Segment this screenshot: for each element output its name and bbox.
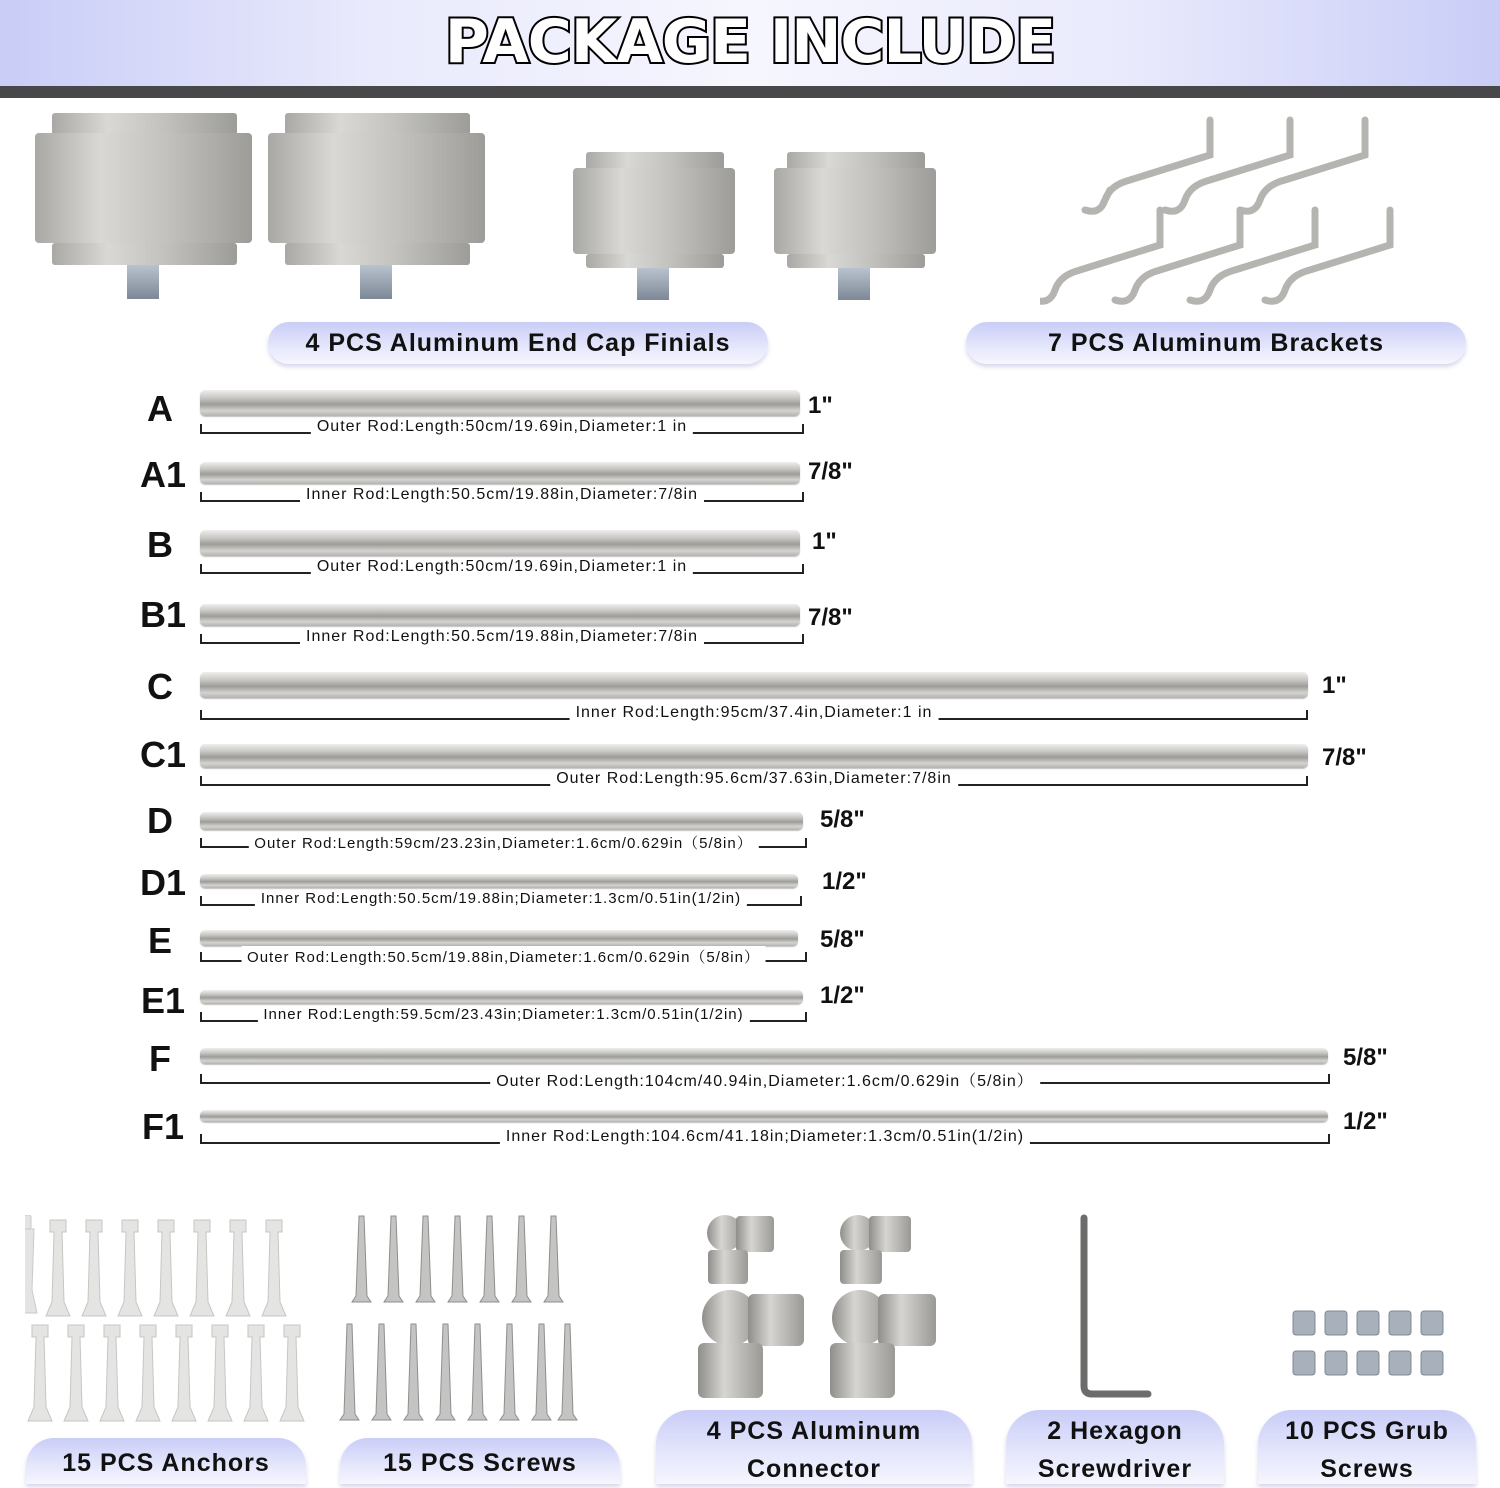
rod-diameter: 5/8" [820,926,865,953]
rod-dimension-line [200,558,804,575]
rod-bar [200,604,800,626]
rod-letter: F1 [141,1106,184,1147]
rod-dimension-line [200,1006,807,1023]
rod-letter: C1 [139,734,187,775]
grub-screws-label-line1: 10 PCS Grub [1285,1417,1449,1445]
rod-dimension-line [200,770,1308,787]
rod-spec: Inner Rod:Length:59.5cm/23.43in;Diameter:1.3cm/0.51in(1/2in) [257,1006,749,1023]
finials-label-text: 4 PCS Aluminum End Cap Finials [305,329,731,357]
rod-letter: D1 [139,862,187,903]
rod-spec: Inner Rod:Length:50.5cm/19.88in,Diameter:7/8in [300,486,704,504]
screwdriver-label-line2: Screwdriver [1037,1455,1193,1483]
rod-letter: A [147,388,173,429]
anchors-image [25,1215,315,1425]
rod-bar [200,812,803,830]
rod-diameter: 1" [808,392,833,419]
rod-spec: Outer Rod:Length:50.5cm/19.88in,Diameter:1.6cm/0.629in（5/8in） [241,946,766,967]
brackets-image [1040,110,1420,310]
screws-image [335,1212,585,1430]
rod-dimension-line [200,890,802,907]
rod-diameter: 1" [812,528,837,555]
rod-dimension-line [200,486,804,503]
rod-letter: C [147,666,173,707]
grub-screws-image [1285,1305,1450,1383]
anchors-label [26,1438,306,1484]
rod-spec: Outer Rod:Length:59cm/23.23in,Diameter:1.6cm/0.629in（5/8in） [248,832,758,853]
rod-bar [200,462,800,484]
rod-bar [200,1110,1328,1122]
rod-dimension-line [200,628,804,645]
rod-bar [200,930,798,946]
rod-diameter: 5/8" [820,806,865,833]
header-divider [0,86,1500,98]
rod-dimension-line [200,1128,1330,1145]
rod-spec: Outer Rod:Length:50cm/19.69in,Diameter:1 in [311,418,693,436]
rod-spec: Inner Rod:Length:104.6cm/41.18in;Diameter:1.3cm/0.51in(1/2in) [500,1128,1030,1146]
rod-diameter: 5/8" [1343,1044,1388,1071]
rod-letter: D [147,800,173,841]
rod-dimension-line [200,1073,1330,1090]
connectors-image [690,1208,950,1403]
rod-bar [200,990,803,1004]
rod-bar [200,672,1308,698]
anchors-label-text: 15 PCS Anchors [62,1449,270,1477]
rod-diameter: 1/2" [820,982,865,1009]
rod-letter: E1 [140,980,186,1021]
screwdriver-label [1006,1410,1224,1484]
screws-label [340,1438,620,1484]
grub-screws-label [1258,1410,1476,1484]
hex-screwdriver-image [1070,1210,1160,1400]
rod-letter: A1 [139,454,187,495]
rod-diameter: 1/2" [1343,1108,1388,1135]
rod-dimension-line [200,704,1308,721]
grub-screws-label-line2: Screws [1320,1455,1414,1483]
screwdriver-label-line1: 2 Hexagon [1047,1417,1183,1445]
rod-diameter: 1/2" [822,868,867,895]
rod-bar [200,390,800,416]
page-title: PACKAGE INCLUDE [444,7,1056,77]
screws-label-text: 15 PCS Screws [383,1449,577,1477]
rod-diameter: 7/8" [808,458,853,485]
rod-letter: B [147,524,173,565]
brackets-label [966,322,1466,364]
rod-diameter: 7/8" [808,604,853,631]
rod-spec: Inner Rod:Length:50.5cm/19.88in,Diameter:7/8in [300,628,704,646]
rod-bar [200,1048,1328,1064]
finials-label [268,322,768,364]
rod-dimension-line [200,835,807,852]
rod-spec: Inner Rod:Length:50.5cm/19.88in;Diameter:1.3cm/0.51in(1/2in) [255,890,747,907]
rod-spec: Inner Rod:Length:95cm/37.4in,Diameter:1 in [570,704,939,722]
header-banner [0,0,1500,86]
rod-dimension-line [200,949,807,966]
rod-bar [200,874,798,888]
connector-label-line1: 4 PCS Aluminum [706,1417,922,1445]
rod-dimension-line [200,418,804,435]
rod-spec: Outer Rod:Length:95.6cm/37.63in,Diameter:7/8in [550,770,958,788]
rod-letter: F [149,1038,171,1079]
rod-diameter: 7/8" [1322,744,1367,771]
rod-spec: Outer Rod:Length:104cm/40.94in,Diameter:1.6cm/0.629in（5/8in） [490,1068,1040,1091]
connector-label [656,1410,972,1484]
connector-label-line2: Connector [747,1455,881,1483]
end-cap-finials-image [30,105,950,305]
rod-letter: E [147,920,172,961]
rod-bar [200,744,1308,768]
rod-letter: B1 [139,594,187,635]
brackets-label-text: 7 PCS Aluminum Brackets [1047,329,1385,357]
rod-diameter: 1" [1322,672,1347,699]
rod-bar [200,530,800,556]
rod-spec: Outer Rod:Length:50cm/19.69in,Diameter:1 in [311,558,693,576]
